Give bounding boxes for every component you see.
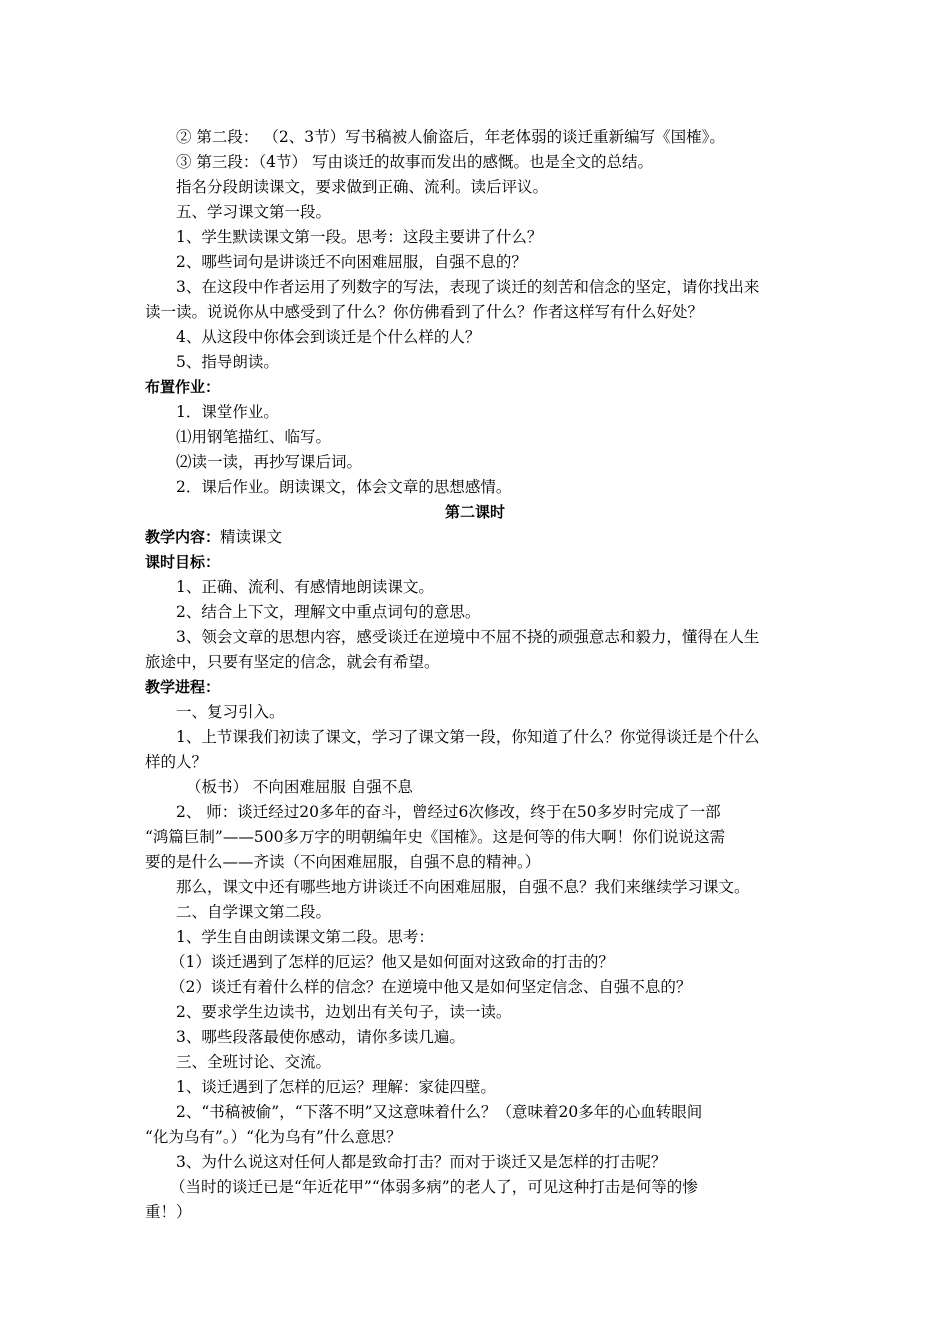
paragraph-line: 读一读。说说你从中感受到了什么？你仿佛看到了什么？作者这样写有什么好处？ [145, 303, 704, 321]
process-item: 那么，课文中还有哪些地方讲谈迁不向困难屈服，自强不息？我们来继续学习课文。 [176, 878, 750, 896]
process-item: 要的是什么——齐读（不向困难屈服，自强不息的精神。） [145, 853, 541, 871]
paragraph-line: 指名分段朗读课文，要求做到正确、流利。读后评议。 [176, 178, 549, 196]
process-item: 三、全班讨论、交流。 [176, 1053, 332, 1071]
process-item: 一、复习引入。 [176, 703, 285, 721]
paragraph-line: 五、学习课文第一段。 [176, 203, 332, 221]
process-item: 3、哪些段落最使你感动，请你多读几遍。 [176, 1028, 465, 1046]
process-item: 1、上节课我们初读了课文，学习了课文第一段，你知道了什么？你觉得谈迁是个什么 [176, 728, 760, 746]
goal-item: 2、结合上下文，理解文中重点词句的意思。 [176, 603, 481, 621]
section-title: 第二课时 [444, 503, 505, 521]
process-item: 二、自学课文第二段。 [176, 903, 332, 921]
process-item: 1、谈迁遇到了怎样的厄运？理解：家徒四壁。 [176, 1078, 496, 1096]
process-item: 2、 师：谈迁经过20多年的奋斗，曾经过6次修改，终于在50多岁时完成了一部 [176, 803, 721, 821]
content-value: 精读课文 [220, 528, 283, 546]
process-item: “化为乌有”。）“化为乌有”什么意思？ [145, 1128, 402, 1146]
paragraph-line: ② 第二段： （2、3节）写书稿被人偷盗后，年老体弱的谈迁重新编写《国榷》。 [176, 128, 725, 146]
paragraph-line: 1、学生默读课文第一段。思考：这段主要讲了什么？ [176, 228, 543, 246]
paragraph-line: 4、从这段中你体会到谈迁是个什么样的人？ [176, 328, 481, 346]
homework-heading: 布置作业： [145, 378, 221, 396]
paragraph-line: 5、指导朗读。 [176, 353, 279, 371]
homework-item: 1．课堂作业。 [176, 403, 279, 421]
blackboard-line: （板书） 不向困难屈服 自强不息 [186, 778, 413, 796]
process-item: “鸿篇巨制”——500多万字的明朝编年史《国榷》。这是何等的伟大啊！你们说说这需 [145, 828, 726, 846]
process-heading: 教学进程： [145, 678, 221, 696]
process-item: 3、为什么说这对任何人都是致命打击？而对于谈迁又是怎样的打击呢？ [176, 1153, 667, 1171]
paragraph-line: ③ 第三段：（4节） 写由谈迁的故事而发出的感慨。也是全文的总结。 [176, 153, 653, 171]
goal-item: 旅途中，只要有坚定的信念，就会有希望。 [145, 653, 440, 671]
process-item: （1）谈迁遇到了怎样的厄运？他又是如何面对这致命的打击的？ [170, 953, 614, 971]
process-item: （当时的谈迁已是“年近花甲”“体弱多病”的老人了，可见这种打击是何等的惨 [170, 1178, 698, 1196]
process-item: （2）谈迁有着什么样的信念？在逆境中他又是如何坚定信念、自强不息的？ [170, 978, 692, 996]
goal-item: 1、正确、流利、有感情地朗读课文。 [176, 578, 434, 596]
goal-item: 3、领会文章的思想内容，感受谈迁在逆境中不屈不挠的顽强意志和毅力，懂得在人生 [176, 628, 760, 646]
homework-item: ⑴用钢笔描红、临写。 [176, 428, 332, 446]
homework-item: 2．课后作业。朗读课文，体会文章的思想感情。 [176, 478, 512, 496]
content-line [145, 527, 282, 547]
goals-heading: 课时目标： [145, 553, 221, 571]
process-item: 1、学生自由朗读课文第二段。思考： [176, 928, 434, 946]
process-item: 2、要求学生边读书，边划出有关句子，读一读。 [176, 1003, 512, 1021]
process-item: 2、“书稿被偷”，“下落不明”又这意味着什么？（意味着20多年的心血转眼间 [176, 1103, 703, 1121]
content-label: 教学内容： [145, 528, 221, 546]
process-item: 样的人？ [145, 753, 208, 771]
homework-item: ⑵读一读，再抄写课后词。 [176, 453, 363, 471]
process-item: 重！） [145, 1203, 192, 1221]
paragraph-line: 3、在这段中作者运用了列数字的写法，表现了谈迁的刻苦和信念的坚定，请你找出来 [176, 278, 760, 296]
paragraph-line: 2、哪些词句是讲谈迁不向困难屈服，自强不息的？ [176, 253, 527, 271]
